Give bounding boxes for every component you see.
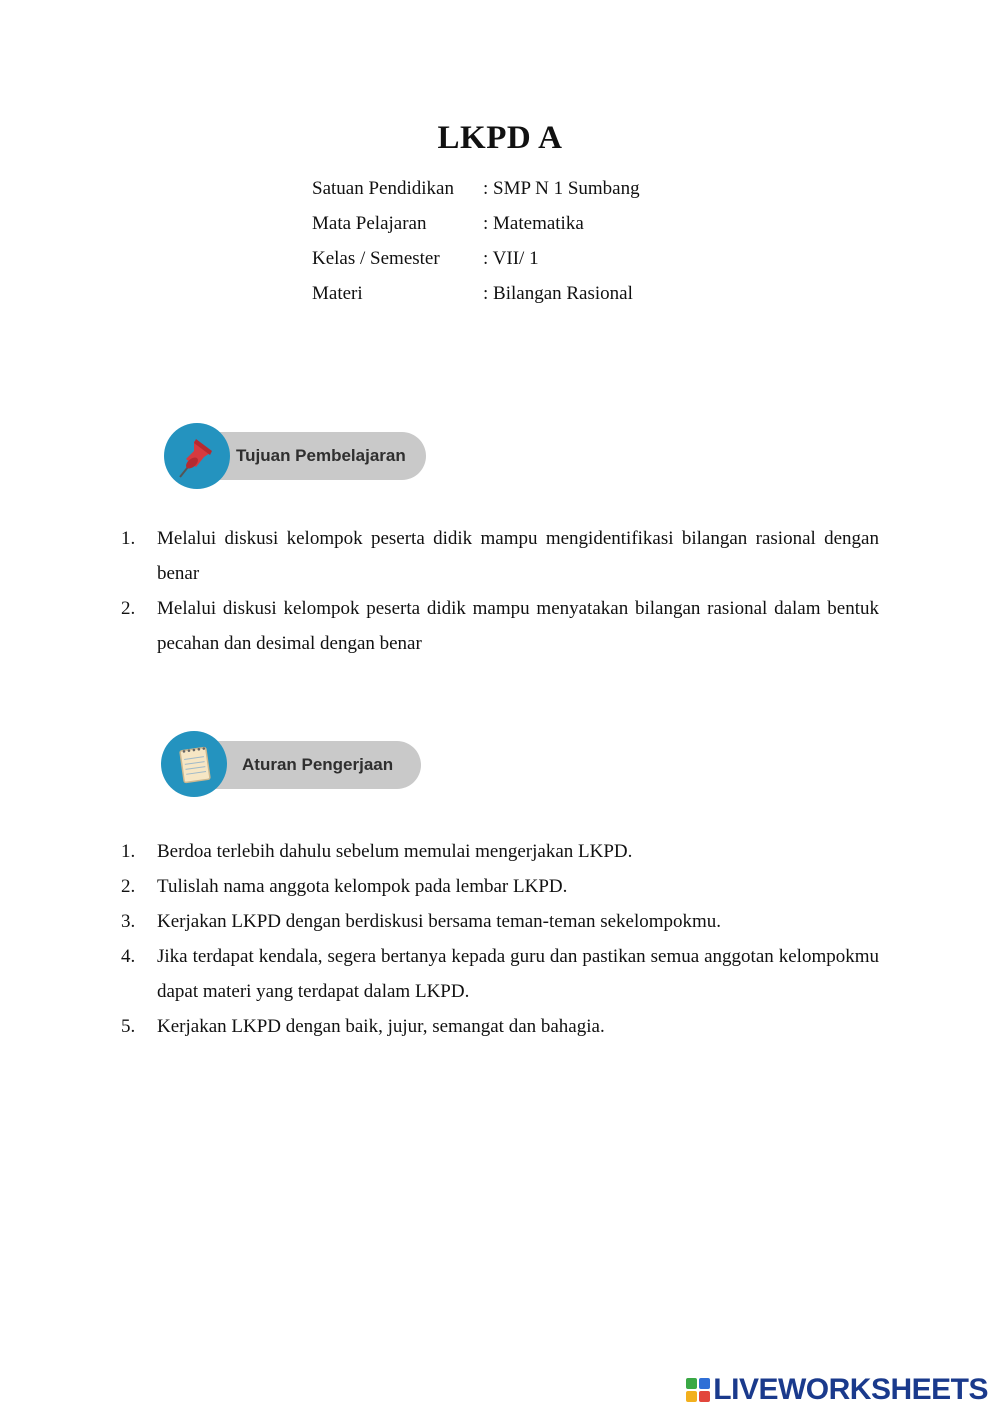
- info-label: Mata Pelajaran: [312, 213, 427, 234]
- list-number: 2.: [121, 876, 136, 897]
- info-row: [312, 283, 640, 318]
- list-number: 2.: [121, 598, 136, 619]
- tujuan-section-title: Tujuan Pembelajaran: [236, 446, 406, 465]
- list-item: [121, 591, 879, 661]
- info-row: [312, 248, 640, 283]
- info-value: : VII/ 1: [483, 248, 539, 269]
- list-number: 1.: [121, 841, 136, 862]
- info-row: [312, 213, 640, 248]
- list-text: Kerjakan LKPD dengan baik, jujur, semangat dan bahagia.: [157, 1016, 605, 1037]
- info-label: Satuan Pendidikan: [312, 178, 454, 199]
- info-label: Materi: [312, 283, 363, 304]
- list-text: Melalui diskusi kelompok peserta didik mampu mengidentifikasi bilangan rasional dengan benar: [157, 528, 879, 584]
- brand-name: LIVEWORKSHEETS: [713, 1373, 988, 1406]
- list-item: [121, 834, 879, 869]
- notepad-icon: [161, 731, 227, 797]
- liveworksheets-brand[interactable]: [685, 1373, 988, 1407]
- page-title: LKPD A: [437, 120, 563, 156]
- info-value: : Matematika: [483, 213, 584, 234]
- list-text: Berdoa terlebih dahulu sebelum memulai mengerjakan LKPD.: [157, 841, 633, 862]
- list-item: [121, 904, 879, 939]
- info-table: [312, 178, 640, 318]
- list-number: 4.: [121, 946, 136, 967]
- info-label: Kelas / Semester: [312, 248, 440, 269]
- info-value: : Bilangan Rasional: [483, 283, 633, 304]
- list-number: 3.: [121, 911, 136, 932]
- list-text: Kerjakan LKPD dengan berdiskusi bersama teman-teman sekelompokmu.: [157, 911, 722, 932]
- liveworksheets-logo-icon: [685, 1377, 711, 1403]
- list-text: Tulislah nama anggota kelompok pada lembar LKPD.: [157, 876, 568, 897]
- list-text: Jika terdapat kendala, segera bertanya kepada guru dan pastikan semua anggotan kelompokmu dapat materi yang terdapat dalam LKPD.: [157, 946, 879, 1002]
- list-item: [121, 521, 879, 591]
- list-item: [121, 939, 879, 1009]
- list-number: 1.: [121, 528, 136, 549]
- list-item: [121, 1009, 879, 1044]
- list-item: [121, 869, 879, 904]
- aturan-list: [121, 834, 879, 1044]
- info-row: [312, 178, 640, 213]
- list-number: 5.: [121, 1016, 136, 1037]
- tujuan-list: [121, 521, 879, 661]
- list-text: Melalui diskusi kelompok peserta didik mampu menyatakan bilangan rasional dalam bentuk pecahan dan desimal dengan benar: [157, 598, 879, 654]
- info-value: : SMP N 1 Sumbang: [483, 178, 640, 199]
- aturan-section-title: Aturan Pengerjaan: [242, 755, 394, 774]
- pushpin-icon: [164, 423, 230, 489]
